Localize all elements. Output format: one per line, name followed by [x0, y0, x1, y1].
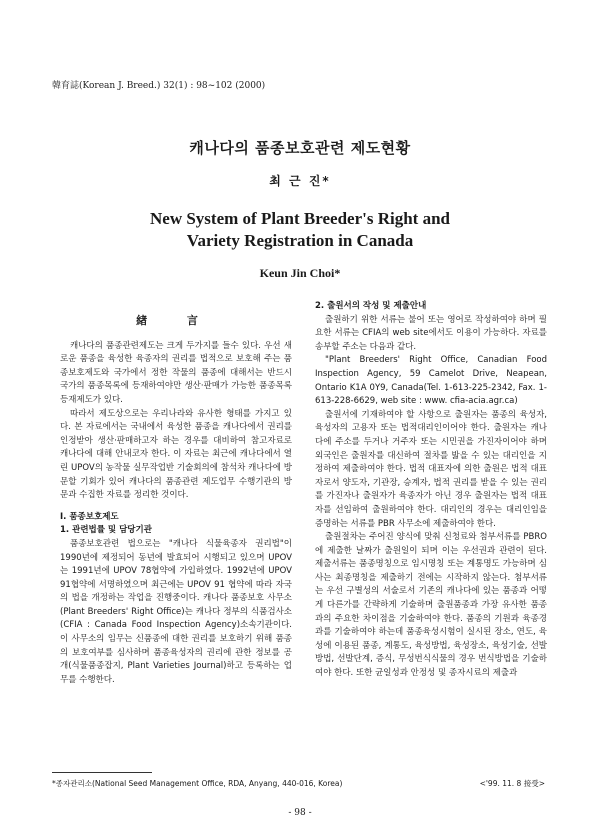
subheading-application: 2. 출원서의 작성 및 제출안내 — [315, 301, 427, 311]
intro-paragraph-1: 캐나다의 품종관련제도는 크게 두가지를 들수 있다. 우선 새로운 품종을 육성한 육종자의 권리를 법적으로 보호해 주는 품종보호제도와 국가에서 정한 작물의 품종에 대해서는 반드시 국가의 품종목록에 등재하여야만 생산·판매가 가능한 품종목록등재제도가 있다. — [60, 340, 292, 405]
page-number: - 98 - — [288, 808, 312, 818]
footnote-rule — [52, 772, 152, 773]
footnote: *종자관리소(National Seed Management Office, RDA, Anyang, 440-016, Korea) — [52, 779, 343, 788]
section-heading-introduction: 緖 言 — [136, 314, 216, 327]
journal-citation: 韓育誌(Korean J. Breed.) 32(1) : 98~102 (2000) — [52, 81, 266, 91]
author-english: Keun Jin Choi* — [259, 266, 341, 280]
author-korean: 최 근 진* — [269, 174, 331, 188]
right-column — [315, 300, 547, 681]
application-paragraph-3: 출원절차는 주어진 양식에 맞춰 신청료와 첨부서류를 PBRO에 제출한 날짜가 출원일이 되며 이는 우선권과 관련이 된다. 제출서류는 품종명칭으로 임시명칭 또는 계통명도 가능하며 심사는 최종명칭을 제출하기 전에는 시작하지 않는다. 첨부서류는 우선 구별성의 서술로서 기존의 캐나다에 있는 품종과 어떻게 다른가를 간략하게 기술하며 출원품종과 가장 유사한 품종과의 주요한 차이점을 기술하여야 한다. 품종의 기원과 육종경과를 기술하여야 하는데 품종육성시험이 실시된 장소, 연도, 육성에 이용된 품종, 계통도, 육성방법, 육성장소, 육성기술, 선발방법, 선발단계, 증식, 무성번식식물의 경우 번식방법을 기술하여야 한다. 또한 균일성과 안정성 및 종자시료의 제출과 — [315, 532, 547, 679]
title-english-line2: Variety Registration in Canada — [186, 231, 414, 250]
subheading-related-law: 1. 관련법률 및 담당기관 — [60, 525, 152, 536]
title-english-line1: New System of Plant Breeder's Right and — [150, 209, 450, 228]
left-column — [60, 300, 292, 687]
heading-protection-system: I. 품종보호제도 — [60, 511, 119, 522]
title-english — [0, 208, 600, 252]
received-date: <'99. 11. 8 接受> — [479, 779, 545, 788]
law-paragraph: 품종보호관련 법으로는 "캐나다 식물육종자 권리법"이 1990년에 제정되어 동년에 발효되어 시행되고 있으며 UPOV는 1991년에 UPOV 78협약에 가입하였다. 1992년에 UPOV 91협약에 서명하였으며 최근에는 UPOV 91 협약에 따라 자국의 법을 개정하는 작업을 진행중이다. 캐나다 품종보호 사무소(Plant Breeders' Right Office)는 캐나다 정부의 식품검사소(CFIA : Canada Food Inspection Agency)소속기관이다. 이 사무소의 임무는 신품종에 대한 권리를 보호하기 위해 품종의 보호여부를 심사하며 품종육성자의 권리에 관한 정보를 공개(식물품종잡지, Plant Varieties Journal)하고 등록하는 업무를 수행한다. — [60, 538, 292, 685]
title-korean: 캐나다의 품종보호관련 제도현황 — [189, 139, 411, 157]
application-paragraph-2: 출원서에 기재하여야 할 사항으로 출원자는 품종의 육성자, 육성자의 고용자 또는 법적대리인이어야 한다. 출원자는 캐나다에 주소를 두거나 거주자 또는 시민권을 가진자이어야 하며 외국인은 출원자를 대신하여 절차를 밟을 수 있는 대리인을 지정하여 제출하여야 한다. 법적 대표자에 의한 출원은 법적 대표자로서 양도자, 기관장, 승계자, 법적 권리를 받을 수 있는 권리를 가진자나 출원자가 육종자가 아닌 경우 출원자는 법적 대표자를 선임하여 출원하여야 한다. 대리인의 경우는 대리인임을 증명하는 서류를 PBR 사무소에 제출하여야 한다. — [315, 409, 547, 529]
address-paragraph: "Plant Breeders' Right Office, Canadian Food Inspection Agency, 59 Camelot Drive, Neapean, Ontario K1A 0Y9, Canada(Tel. 1-613-225-2342, Fax. 1-613-228-6629, web site : www. cfia-acia.agr.ca) — [315, 355, 547, 407]
intro-paragraph-2: 따라서 제도상으로는 우리나라와 유사한 형태를 가지고 있다. 본 자료에서는 국내에서 육성한 품종을 캐나다에서 권리를 인정받아 생산·판매하고자 하는 경우를 대비하여 참고자료로 캐나다에 대해 안내코자 한다. 이 자료는 최근에 캐나다에서 열린 UPOV의 농작물 실무작업반 기술회의에 참석차 캐나다에 방문할 기회가 있어 캐나다의 품종관련 제도업무 수행기관의 방문과 수집한 자료를 정리한 것이다. — [60, 408, 292, 501]
application-paragraph-1: 출원하기 위한 서류는 불어 또는 영어로 작성하여야 하며 필요한 서류는 CFIA의 web site에서도 이용이 가능하다. 자료를 송부할 주소는 다음과 같다. — [315, 314, 547, 352]
